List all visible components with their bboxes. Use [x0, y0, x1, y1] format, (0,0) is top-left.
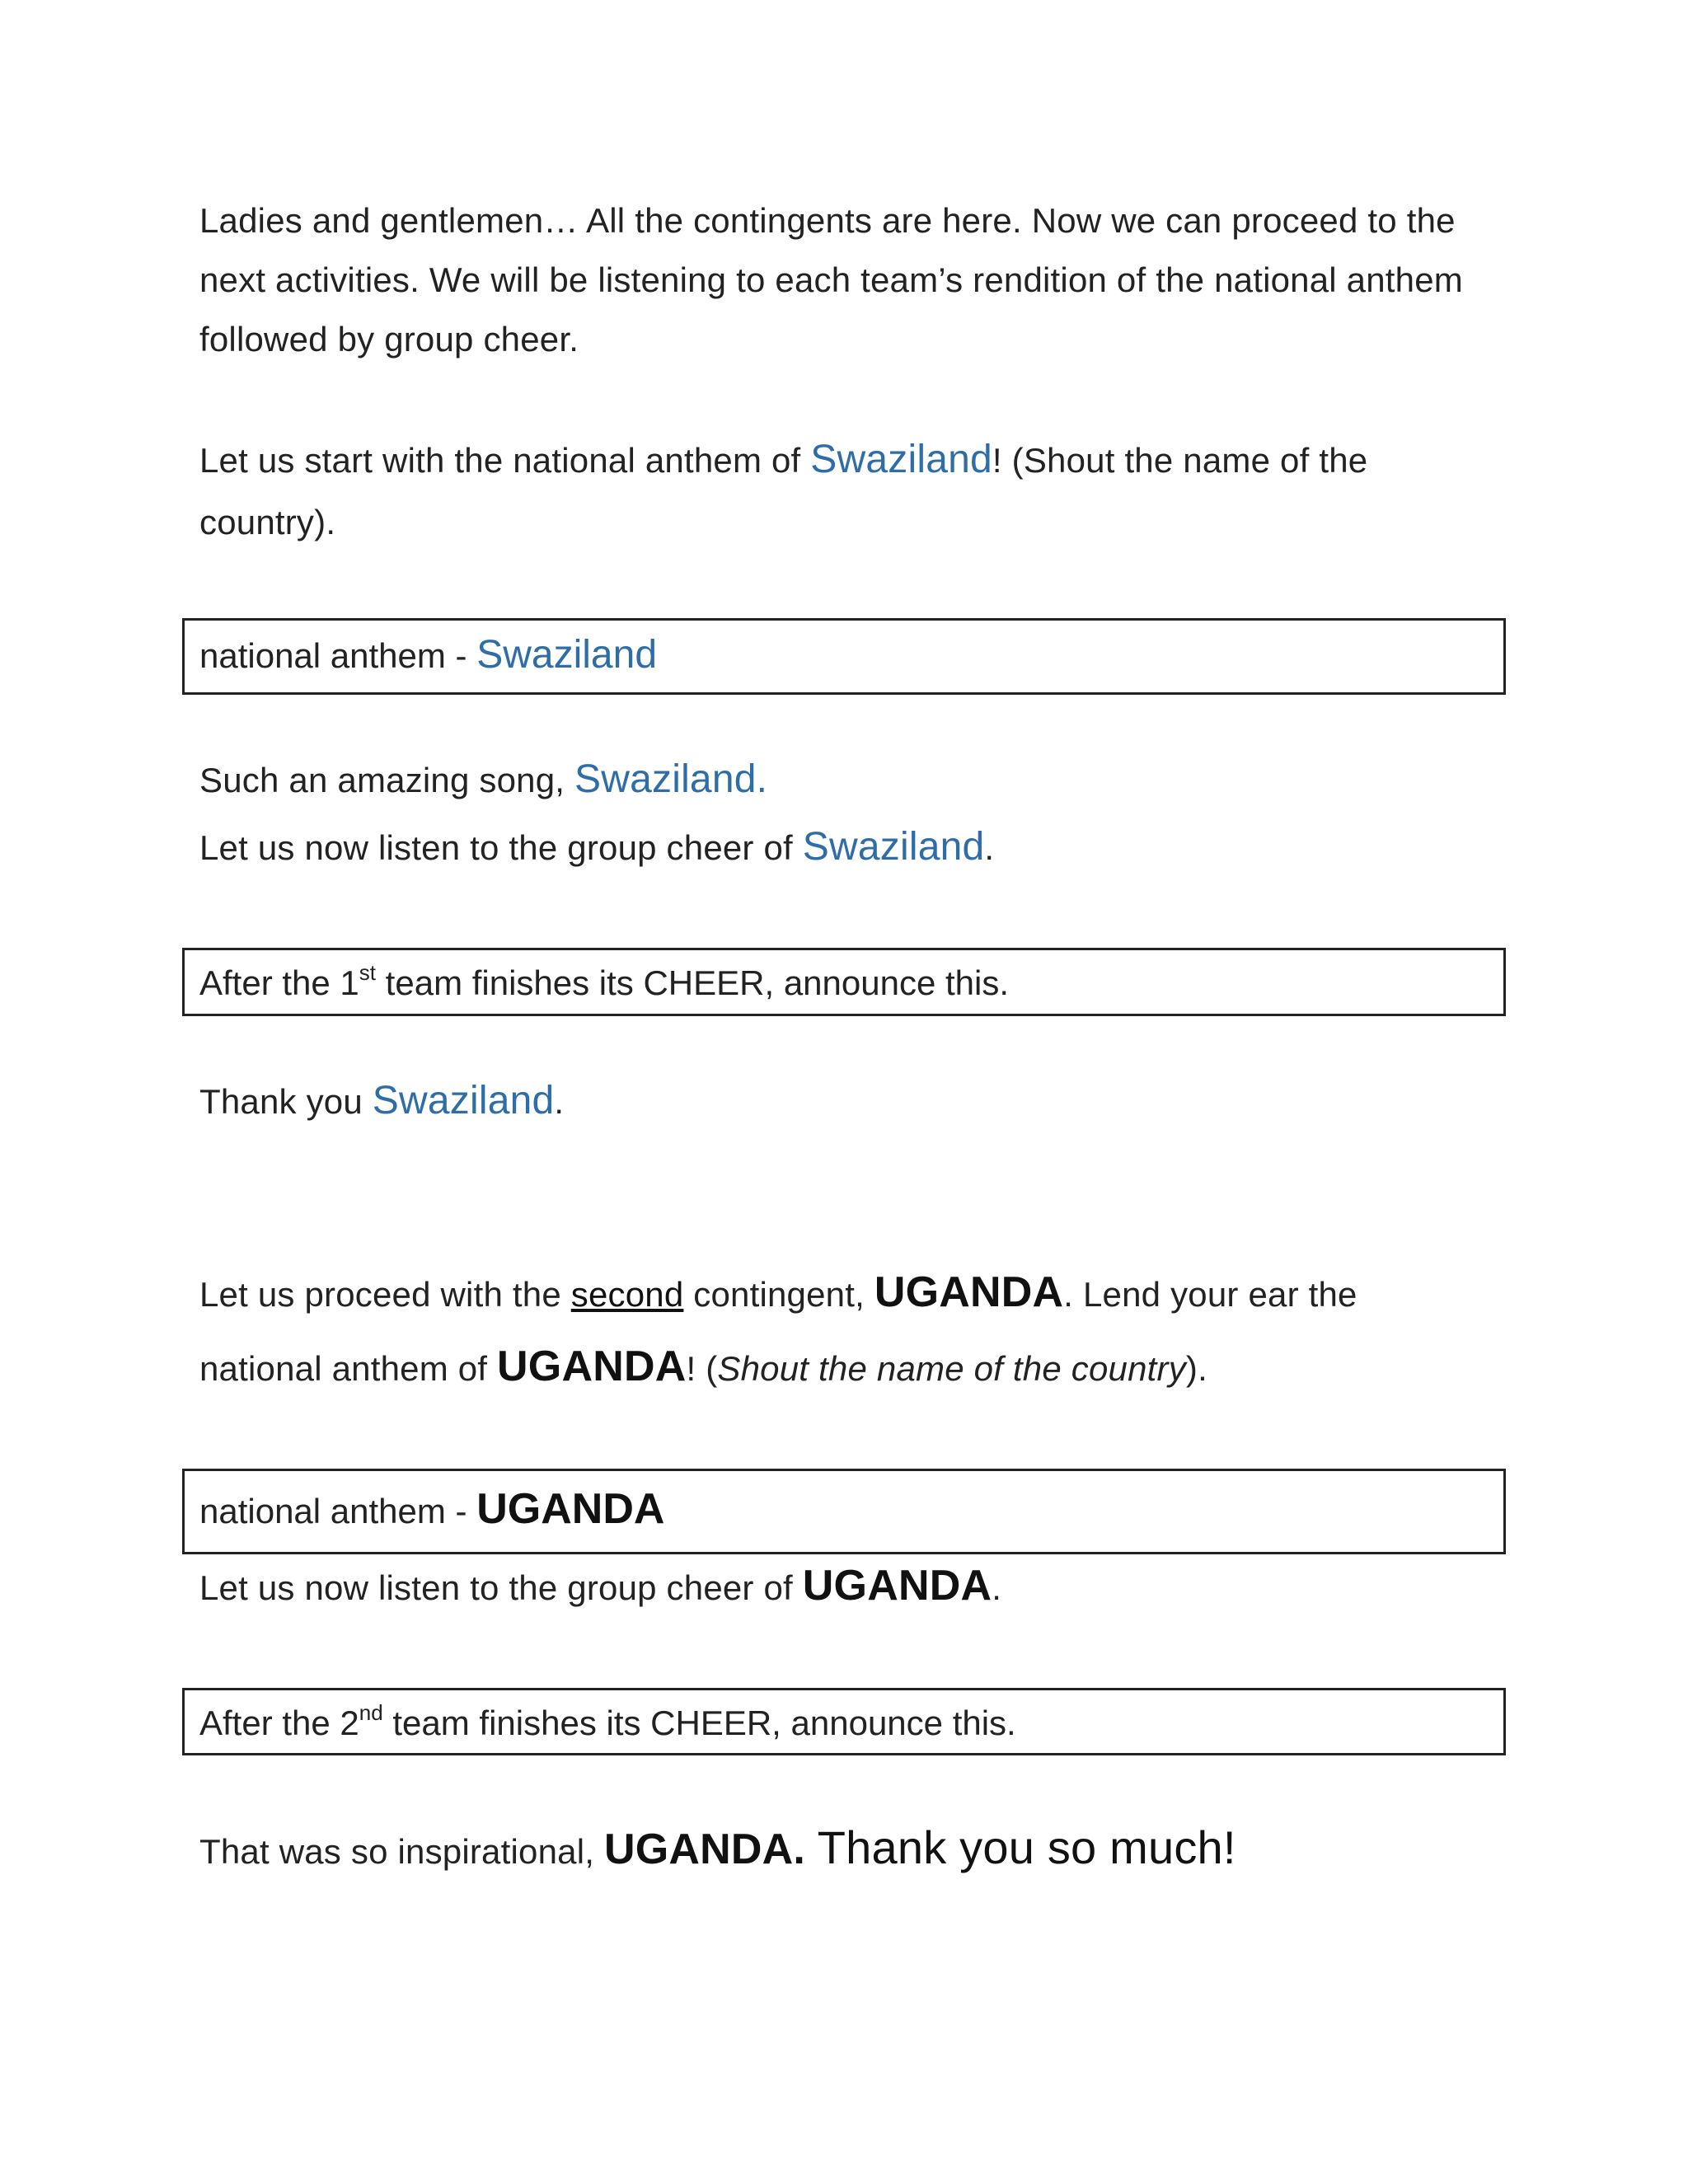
- proceed-mid: contingent,: [683, 1275, 874, 1314]
- anthem-box-label: national anthem -: [199, 636, 477, 675]
- cheer-country: Swaziland: [802, 825, 985, 869]
- amazing-pre: Such an amazing song,: [199, 761, 575, 799]
- uganda-anthem-italic: Shout the name of the country: [717, 1349, 1186, 1388]
- after-first-post: team finishes its CHEER, announce this.: [376, 963, 1010, 1002]
- swaziland-start-line-2: country).: [199, 503, 336, 541]
- uganda-box-country: UGANDA: [476, 1485, 665, 1533]
- anthem-box-uganda-text: [199, 1479, 664, 1541]
- after-first-team-box: [182, 948, 1506, 1016]
- thanks-country: Swaziland: [372, 1079, 555, 1122]
- proceed-country: UGANDA: [874, 1268, 1064, 1316]
- intro-line-2: next activities. We will be listening to each team’s rendition of the national anthem: [199, 260, 1463, 299]
- proceed-post: . Lend your ear the: [1063, 1275, 1357, 1314]
- uganda-anthem-bang: ! (: [686, 1349, 718, 1388]
- thanks-post: .: [554, 1082, 565, 1121]
- after-second-sup: nd: [359, 1700, 383, 1725]
- uganda-anthem-pre: national anthem of: [199, 1349, 498, 1388]
- uganda-cheer-pre: Let us now listen to the group cheer of: [199, 1568, 803, 1607]
- anthem-box-swaziland: [182, 618, 1506, 695]
- cheer-pre: Let us now listen to the group cheer of: [199, 828, 803, 867]
- swaziland-country-name: Swaziland: [810, 438, 992, 481]
- swaziland-start-post: ! (Shout the name of the: [992, 441, 1368, 480]
- cheer-post: .: [984, 828, 995, 867]
- amazing-country: Swaziland.: [574, 757, 768, 801]
- uganda-cheer-post: .: [992, 1568, 1002, 1607]
- uganda-anthem-end: ).: [1185, 1349, 1207, 1388]
- proceed-second-underlined: second: [570, 1275, 684, 1314]
- after-first-sup: st: [359, 960, 377, 985]
- thanks-pre: Thank you: [199, 1082, 373, 1121]
- thank-you-swaziland-line: [199, 1071, 564, 1132]
- anthem-box-swaziland-text: [199, 626, 657, 686]
- uganda-proceed-line: [199, 1263, 1357, 1324]
- final-country: UGANDA.: [603, 1825, 806, 1873]
- after-first-pre: After the 1: [199, 963, 359, 1002]
- after-second-pre: After the 2: [199, 1704, 359, 1742]
- uganda-final-line: [199, 1818, 1236, 1882]
- after-second-team-box: [182, 1688, 1506, 1755]
- proceed-pre: Let us proceed with the: [199, 1275, 571, 1314]
- uganda-anthem-line: [199, 1337, 1207, 1399]
- intro-line-1: Ladies and gentlemen… All the contingents are here. Now we can proceed to the: [199, 201, 1456, 240]
- after-second-team-text: [199, 1694, 1016, 1753]
- anthem-box-country: Swaziland: [476, 633, 658, 677]
- after-second-post: team finishes its CHEER, announce this.: [382, 1704, 1016, 1742]
- after-first-team-text: [199, 954, 1009, 1013]
- swaziland-start-pre: Let us start with the national anthem of: [199, 441, 811, 480]
- uganda-anthem-country: UGANDA: [497, 1343, 687, 1390]
- final-pre: That was so inspirational,: [199, 1832, 604, 1871]
- uganda-cheer-country: UGANDA: [802, 1562, 992, 1610]
- final-post: Thank you so much!: [805, 1821, 1236, 1873]
- uganda-cheer-line: [199, 1556, 1001, 1618]
- uganda-box-label: national anthem -: [199, 1492, 477, 1530]
- swaziland-amazing-line: [199, 750, 767, 810]
- swaziland-cheer-line: [199, 818, 994, 878]
- swaziland-start-line: [199, 430, 1367, 490]
- intro-line-3: followed by group cheer.: [199, 320, 579, 359]
- anthem-box-uganda: [182, 1469, 1506, 1554]
